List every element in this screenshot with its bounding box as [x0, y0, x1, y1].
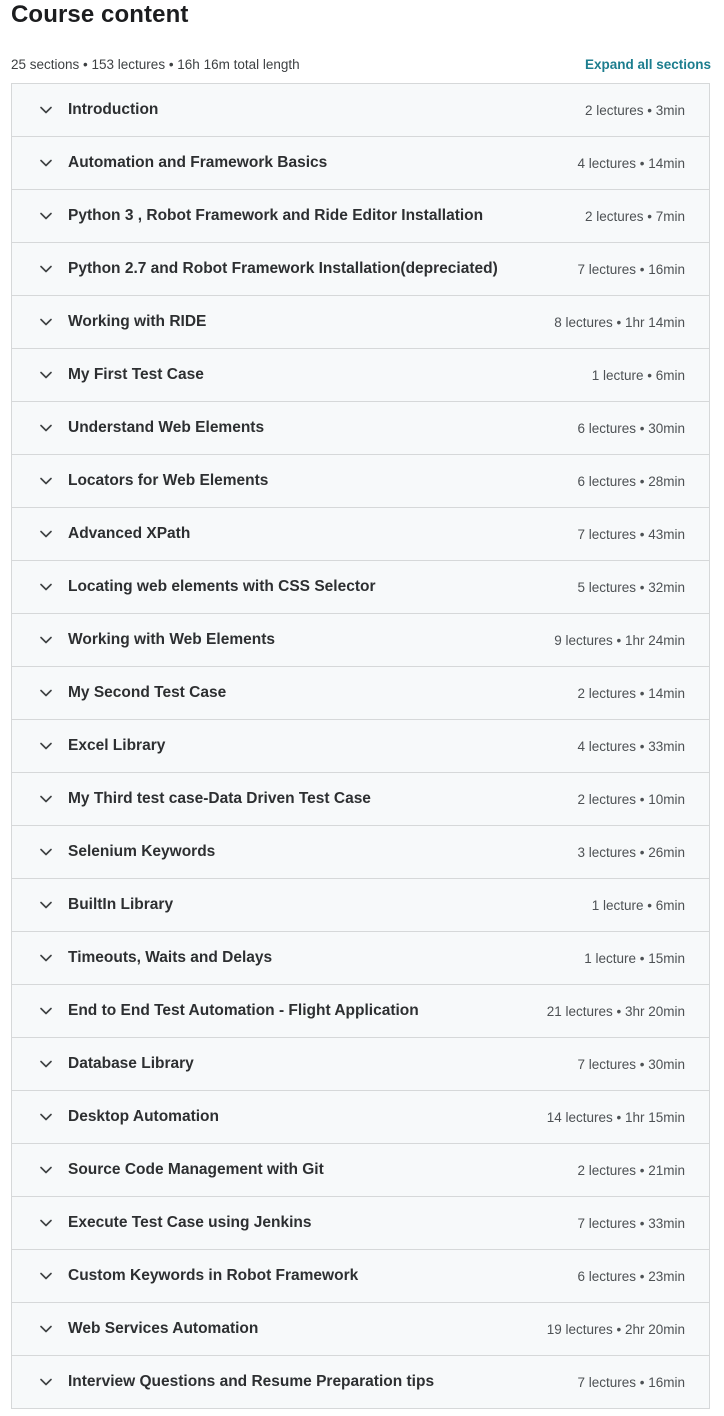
section-title: Source Code Management with Git: [68, 1161, 324, 1178]
section-row[interactable]: [12, 84, 709, 137]
section-row[interactable]: [12, 1144, 709, 1197]
section-title: Excel Library: [68, 737, 166, 754]
section-meta: 19 lectures • 2hr 20min: [546, 1321, 685, 1337]
chevron-down-icon[interactable]: [39, 1375, 53, 1389]
chevron-down-icon[interactable]: [39, 262, 53, 276]
chevron-down-icon[interactable]: [39, 845, 53, 859]
section-title: Selenium Keywords: [68, 843, 216, 860]
section-meta: 2 lectures • 7min: [584, 208, 685, 224]
section-row[interactable]: [12, 455, 709, 508]
section-meta: 6 lectures • 23min: [577, 1268, 685, 1284]
section-row[interactable]: [12, 1038, 709, 1091]
section-title: Automation and Framework Basics: [68, 154, 328, 171]
section-title: Custom Keywords in Robot Framework: [68, 1267, 359, 1284]
chevron-down-icon[interactable]: [39, 1110, 53, 1124]
section-row[interactable]: [12, 243, 709, 296]
section-meta: 8 lectures • 1hr 14min: [554, 314, 685, 330]
section-title: Advanced XPath: [68, 525, 191, 542]
chevron-down-icon[interactable]: [39, 1269, 53, 1283]
section-meta: 2 lectures • 3min: [584, 102, 685, 118]
section-row[interactable]: [12, 932, 709, 985]
section-meta: 4 lectures • 14min: [577, 155, 685, 171]
section-meta: 7 lectures • 30min: [577, 1056, 685, 1072]
section-meta: 3 lectures • 26min: [577, 844, 685, 860]
chevron-down-icon[interactable]: [39, 209, 53, 223]
chevron-down-icon[interactable]: [39, 1216, 53, 1230]
section-title: Locators for Web Elements: [68, 472, 269, 489]
section-meta: 5 lectures • 32min: [577, 579, 685, 595]
section-title: Execute Test Case using Jenkins: [68, 1214, 312, 1231]
section-meta: 6 lectures • 30min: [577, 420, 685, 436]
section-row[interactable]: [12, 349, 709, 402]
section-title: Desktop Automation: [68, 1108, 219, 1125]
chevron-down-icon[interactable]: [39, 686, 53, 700]
chevron-down-icon[interactable]: [39, 1322, 53, 1336]
chevron-down-icon[interactable]: [39, 951, 53, 965]
section-meta: 21 lectures • 3hr 20min: [546, 1003, 685, 1019]
section-row[interactable]: [12, 985, 709, 1038]
chevron-down-icon[interactable]: [39, 527, 53, 541]
chevron-down-icon[interactable]: [39, 792, 53, 806]
section-row[interactable]: [12, 402, 709, 455]
section-row[interactable]: [12, 561, 709, 614]
section-meta: 7 lectures • 43min: [577, 526, 685, 542]
page-title: Course content: [11, 1, 189, 28]
section-meta: 2 lectures • 14min: [577, 685, 685, 701]
section-meta: 4 lectures • 33min: [577, 738, 685, 754]
course-summary-bar: [11, 54, 711, 74]
chevron-down-icon[interactable]: [39, 474, 53, 488]
section-row[interactable]: [12, 1303, 709, 1356]
section-row[interactable]: [12, 879, 709, 932]
section-title: Python 3 , Robot Framework and Ride Editor Installation: [68, 207, 484, 224]
section-meta: 2 lectures • 21min: [577, 1162, 685, 1178]
chevron-down-icon[interactable]: [39, 580, 53, 594]
section-row[interactable]: [12, 137, 709, 190]
course-summary: 25 sections • 153 lectures • 16h 16m total length: [11, 56, 300, 72]
chevron-down-icon[interactable]: [39, 1004, 53, 1018]
section-row[interactable]: [12, 826, 709, 879]
section-title: Timeouts, Waits and Delays: [68, 949, 273, 966]
section-title: Database Library: [68, 1055, 194, 1072]
chevron-down-icon[interactable]: [39, 103, 53, 117]
section-row[interactable]: [12, 508, 709, 561]
chevron-down-icon[interactable]: [39, 633, 53, 647]
chevron-down-icon[interactable]: [39, 1163, 53, 1177]
section-title: Working with RIDE: [68, 313, 207, 330]
section-row[interactable]: [12, 773, 709, 826]
section-title: Locating web elements with CSS Selector: [68, 578, 376, 595]
section-title: My First Test Case: [68, 366, 204, 383]
section-row[interactable]: [12, 296, 709, 349]
chevron-down-icon[interactable]: [39, 421, 53, 435]
section-title: Introduction: [68, 101, 159, 118]
section-row[interactable]: [12, 1197, 709, 1250]
section-title: Working with Web Elements: [68, 631, 275, 648]
chevron-down-icon[interactable]: [39, 368, 53, 382]
section-row[interactable]: [12, 667, 709, 720]
chevron-down-icon[interactable]: [39, 156, 53, 170]
section-row[interactable]: [12, 1356, 709, 1408]
section-title: Understand Web Elements: [68, 419, 265, 436]
section-meta: 1 lecture • 6min: [591, 367, 685, 383]
section-meta: 14 lectures • 1hr 15min: [546, 1109, 685, 1125]
section-list: [11, 83, 710, 1409]
chevron-down-icon[interactable]: [39, 1057, 53, 1071]
section-meta: 1 lecture • 15min: [584, 950, 685, 966]
section-row[interactable]: [12, 614, 709, 667]
chevron-down-icon[interactable]: [39, 315, 53, 329]
section-row[interactable]: [12, 1091, 709, 1144]
section-title: Interview Questions and Resume Preparation tips: [68, 1373, 435, 1390]
chevron-down-icon[interactable]: [39, 739, 53, 753]
section-title: End to End Test Automation - Flight Application: [68, 1002, 419, 1019]
section-row[interactable]: [12, 720, 709, 773]
section-row[interactable]: [12, 190, 709, 243]
section-meta: 7 lectures • 33min: [577, 1215, 685, 1231]
section-meta: 9 lectures • 1hr 24min: [554, 632, 685, 648]
section-title: Web Services Automation: [68, 1320, 259, 1337]
section-meta: 7 lectures • 16min: [577, 261, 685, 277]
expand-all-sections-button[interactable]: Expand all sections: [584, 56, 711, 72]
section-meta: 6 lectures • 28min: [577, 473, 685, 489]
chevron-down-icon[interactable]: [39, 898, 53, 912]
section-title: BuiltIn Library: [68, 896, 174, 913]
section-meta: 1 lecture • 6min: [591, 897, 685, 913]
section-title: My Second Test Case: [68, 684, 227, 701]
section-meta: 7 lectures • 16min: [577, 1374, 685, 1390]
section-row[interactable]: [12, 1250, 709, 1303]
section-meta: 2 lectures • 10min: [577, 791, 685, 807]
section-title: Python 2.7 and Robot Framework Installation(depreciated): [68, 260, 498, 277]
section-title: My Third test case-Data Driven Test Case: [68, 790, 371, 807]
